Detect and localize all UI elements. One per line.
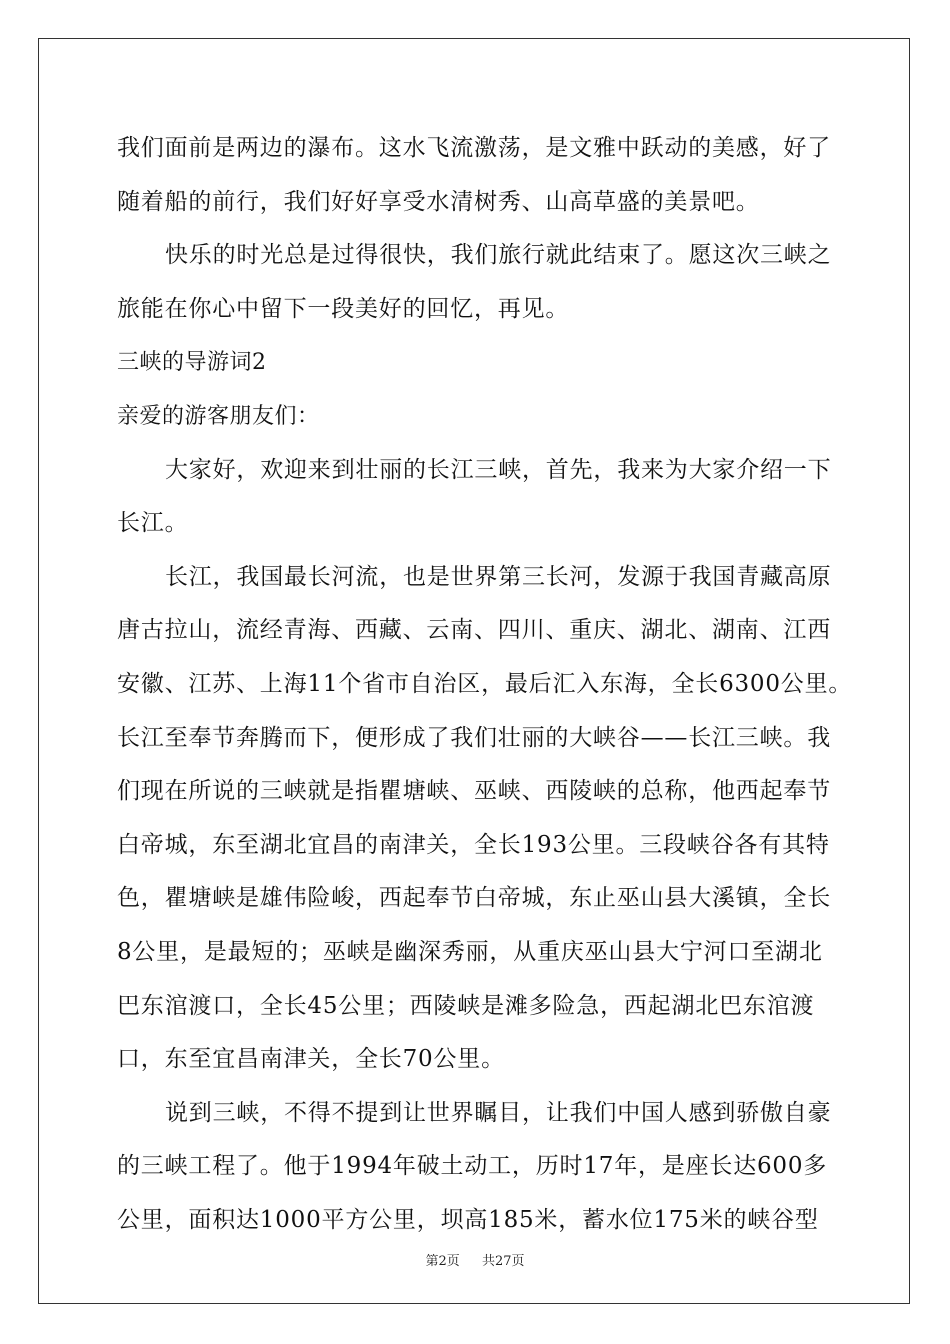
page-number: 第2页 bbox=[425, 1254, 460, 1269]
greeting-line: 亲爱的游客朋友们： bbox=[117, 403, 320, 429]
page-total: 共27页 bbox=[482, 1254, 525, 1269]
paragraph-start: 大家好，欢迎来到壮丽的长江三峡，首先，我来为大家介绍一下 bbox=[165, 456, 832, 483]
text-line: 们现在所说的三峡就是指瞿塘峡、巫峡、西陵峡的总称，他西起奉节 bbox=[117, 778, 831, 805]
text-line: 唐古拉山，流经青海、西藏、云南、四川、重庆、湖北、湖南、江西 bbox=[117, 617, 831, 644]
text-line: 色，瞿塘峡是雄伟险峻，西起奉节白帝城，东止巫山县大溪镇，全长 bbox=[117, 885, 831, 912]
text-line: 巴东涫渡口，全长45公里；西陵峡是滩多险急，西起湖北巴东涫渡 bbox=[117, 992, 815, 1019]
page-footer bbox=[0, 1250, 950, 1269]
paragraph-start: 说到三峡，不得不提到让世界瞩目，让我们中国人感到骄傲自豪 bbox=[165, 1099, 832, 1126]
text-line: 的三峡工程了。他于1994年破土动工，历时17年，是座长达600多 bbox=[117, 1153, 828, 1180]
paragraph-start: 快乐的时光总是过得很快，我们旅行就此结束了。愿这次三峡之 bbox=[165, 242, 832, 269]
document-body bbox=[117, 122, 853, 1247]
paragraph-start: 长江，我国最长河流，也是世界第三长河，发源于我国青藏高原 bbox=[165, 563, 832, 590]
text-line: 白帝城，东至湖北宜昌的南津关，全长193公里。三段峡谷各有其特 bbox=[117, 831, 830, 858]
text-line: 我们面前是两边的瀑布。这水飞流激荡，是文雅中跃动的美感，好了 bbox=[117, 135, 831, 161]
text-line: 旅能在你心中留下一段美好的回忆，再见。 bbox=[117, 295, 570, 322]
section-heading: 三峡的导游词2 bbox=[117, 350, 267, 376]
text-line: 口，东至宜昌南津关，全长70公里。 bbox=[117, 1046, 505, 1073]
text-line: 公里，面积达1000平方公里，坝高185米，蓄水位175米的峡谷型 bbox=[117, 1206, 819, 1233]
text-line: 随着船的前行，我们好好享受水清树秀、山高草盛的美景吧。 bbox=[117, 188, 760, 215]
text-line: 安徽、江苏、上海11个省市自治区，最后汇入东海，全长6300公里。 bbox=[117, 670, 853, 697]
text-line: 长江。 bbox=[117, 510, 189, 537]
text-line: 8公里，是最短的；巫峡是幽深秀丽，从重庆巫山县大宁河口至湖北 bbox=[117, 938, 823, 965]
text-line: 长江至奉节奔腾而下，便形成了我们壮丽的大峡谷——长江三峡。我 bbox=[117, 724, 831, 751]
